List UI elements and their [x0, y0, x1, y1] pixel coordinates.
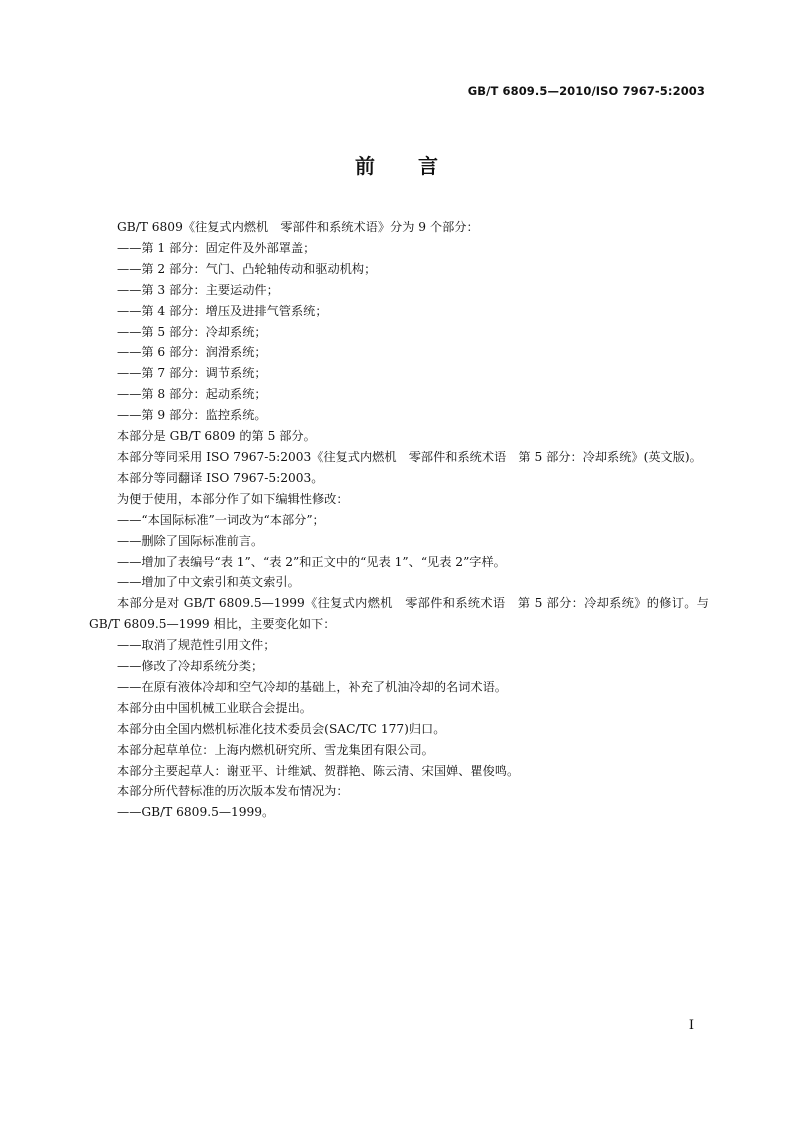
paragraph-adoption: 本部分等同采用 ISO 7967-5:2003《往复式内燃机 零部件和系统术语 第 5 部分：冷却系统》(英文版)。: [117, 449, 702, 464]
list-item-part-8: ——第 8 部分：起动系统；: [117, 387, 267, 402]
paragraph-part-scope: 本部分是 GB/T 6809 的第 5 部分。: [117, 429, 316, 444]
list-item-part-1: ——第 1 部分：固定件及外部罩盖；: [117, 240, 316, 255]
list-item-change-2: ——修改了冷却系统分类；: [117, 659, 264, 674]
list-item-edit-1: ——“本国际标准”一词改为“本部分”；: [117, 512, 325, 527]
paragraph-history-intro: 本部分所代替标准的历次版本发布情况为：: [117, 784, 349, 799]
standard-code: GB/T 6809.5—2010/ISO 7967-5:2003: [467, 84, 705, 98]
paragraph-drafting-units: 本部分起草单位：上海内燃机研究所、雪龙集团有限公司。: [117, 742, 434, 757]
list-item-part-3: ——第 3 部分：主要运动件；: [117, 282, 279, 297]
list-item-part-4: ——第 4 部分：增压及进排气管系统；: [117, 303, 328, 318]
list-item-change-1: ——取消了规范性引用文件；: [117, 638, 276, 653]
list-item-part-9: ——第 9 部分：监控系统。: [117, 408, 267, 423]
list-item-edit-4: ——增加了中文索引和英文索引。: [117, 575, 300, 590]
paragraph-translation: 本部分等同翻译 ISO 7967-5:2003。: [117, 470, 324, 485]
paragraph-intro: GB/T 6809《往复式内燃机 零部件和系统术语》分为 9 个部分：: [117, 220, 479, 234]
paragraph-drafters: 本部分主要起草人：谢亚平、计维斌、贺群艳、陈云清、宋国婵、瞿俊鸣。: [117, 763, 520, 778]
paragraph-edits-intro: 为便于使用，本部分作了如下编辑性修改：: [117, 491, 349, 506]
page-title: 前 言: [355, 154, 439, 178]
list-item-change-3: ——在原有液体冷却和空气冷却的基础上，补充了机油冷却的名词术语。: [117, 679, 507, 694]
foreword-body: [89, 217, 713, 823]
list-item-edit-3: ——增加了表编号“表 1”、“表 2”和正文中的“见表 1”、“见表 2”字样。: [117, 554, 506, 569]
page-number: I: [688, 1018, 694, 1033]
list-item-part-2: ——第 2 部分：气门、凸轮轴传动和驱动机构；: [117, 261, 377, 276]
paragraph-proposed-by: 本部分由中国机械工业联合会提出。: [117, 700, 312, 715]
list-item-part-7: ——第 7 部分：调节系统；: [117, 366, 267, 381]
list-item-edit-2: ——删除了国际标准前言。: [117, 533, 264, 548]
paragraph-centralized-by: 本部分由全国内燃机标准化技术委员会(SAC/TC 177)归口。: [117, 721, 446, 736]
list-item-history-1: ——GB/T 6809.5—1999。: [117, 805, 275, 820]
list-item-part-6: ——第 6 部分：润滑系统；: [117, 345, 267, 360]
paragraph-revision: 本部分是对 GB/T 6809.5—1999《往复式内燃机 零部件和系统术语 第 5 部分：冷却系统》的修订。与 GB/T 6809.5—1999 相比，主要变化如下：: [89, 596, 713, 632]
list-item-part-5: ——第 5 部分：冷却系统；: [117, 324, 267, 339]
